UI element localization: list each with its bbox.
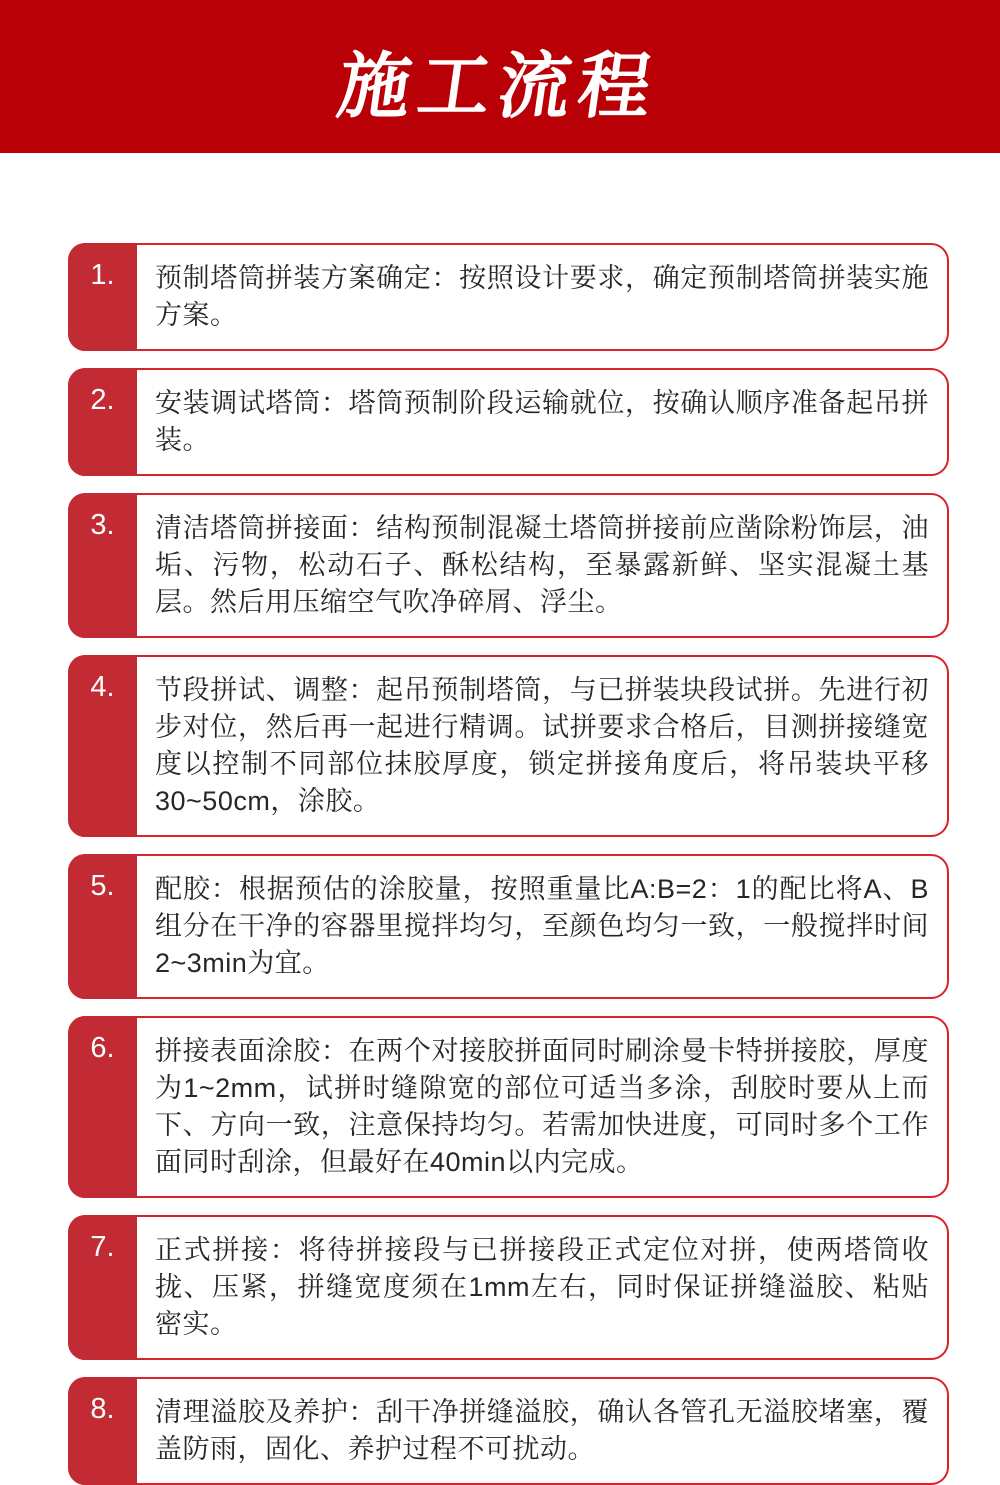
step-text: 节段拼试、调整：起吊预制塔筒，与已拼装块段试拼。先进行初步对位，然后再一起进行精调。试拼要求合格后，目测拼接缝宽度以控制不同部位抹胶厚度，锁定拼接角度后，将吊装块平移30~50cm，涂胶。 <box>155 675 929 816</box>
step-number: 2. <box>90 384 115 416</box>
step-card-4 <box>68 655 949 837</box>
step-card-5 <box>68 854 949 999</box>
step-card-2 <box>68 368 949 476</box>
step-number-badge <box>68 1215 137 1360</box>
step-number: 6. <box>90 1032 115 1064</box>
step-card-3 <box>68 493 949 638</box>
step-number: 3. <box>90 509 115 541</box>
step-text: 安装调试塔筒：塔筒预制阶段运输就位，按确认顺序准备起吊拼装。 <box>155 388 929 455</box>
step-number: 4. <box>90 671 115 703</box>
step-text: 正式拼接：将待拼接段与已拼接段正式定位对拼，使两塔筒收拢、压紧，拼缝宽度须在1mm左右，同时保证拼缝溢胶、粘贴密实。 <box>155 1235 929 1339</box>
header-banner <box>0 0 1000 153</box>
step-number-badge <box>68 243 137 351</box>
step-number-badge <box>68 854 137 999</box>
step-text: 清理溢胶及养护：刮干净拼缝溢胶，确认各管孔无溢胶堵塞，覆盖防雨，固化、养护过程不可扰动。 <box>155 1397 929 1464</box>
page-title: 施工流程 <box>332 46 665 127</box>
step-number-badge <box>68 655 137 837</box>
step-number-badge <box>68 368 137 476</box>
step-text: 清洁塔筒拼接面：结构预制混凝土塔筒拼接前应凿除粉饰层，油垢、污物，松动石子、酥松结构，至暴露新鲜、坚实混凝土基层。然后用压缩空气吹净碎屑、浮尘。 <box>155 513 929 617</box>
step-number-badge <box>68 493 137 638</box>
step-card-7 <box>68 1215 949 1360</box>
step-number-badge <box>68 1016 137 1198</box>
step-card-8 <box>68 1377 949 1485</box>
step-card-1 <box>68 243 949 351</box>
step-number: 5. <box>90 870 115 902</box>
step-number: 1. <box>90 259 115 291</box>
step-text: 配胶：根据预估的涂胶量，按照重量比A:B=2：1的配比将A、B组分在干净的容器里搅拌均匀，至颜色均匀一致，一般搅拌时间2~3min为宜。 <box>155 874 929 978</box>
step-card-6 <box>68 1016 949 1198</box>
steps-list <box>68 243 949 1485</box>
step-text: 拼接表面涂胶：在两个对接胶拼面同时刷涂曼卡特拼接胶，厚度为1~2mm，试拼时缝隙宽的部位可适当多涂，刮胶时要从上而下、方向一致，注意保持均匀。若需加快进度，可同时多个工作面同时刮涂，但最好在40min以内完成。 <box>155 1036 929 1177</box>
step-number: 8. <box>90 1393 115 1425</box>
step-number-badge <box>68 1377 137 1485</box>
step-text: 预制塔筒拼装方案确定：按照设计要求，确定预制塔筒拼装实施方案。 <box>155 263 929 330</box>
step-number: 7. <box>90 1231 115 1263</box>
